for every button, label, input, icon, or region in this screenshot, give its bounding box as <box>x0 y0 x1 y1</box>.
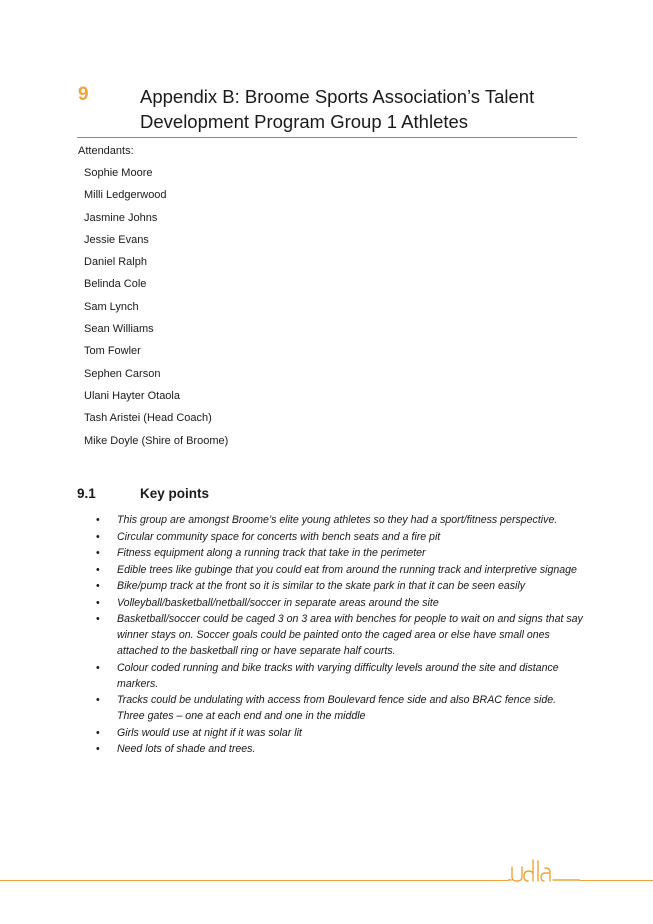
bullet-icon: • <box>96 563 100 576</box>
bullet-icon: • <box>96 530 100 543</box>
attendant-name: Sam Lynch <box>84 300 139 313</box>
bullet-icon: • <box>96 661 100 674</box>
key-point-text: Edible trees like gubinge that you could eat from around the running track and interpretive signage <box>117 563 577 576</box>
attendant-name: Sephen Carson <box>84 367 161 380</box>
attendant-name: Mike Doyle (Shire of Broome) <box>84 434 229 447</box>
key-point-item <box>95 725 585 741</box>
key-point-item <box>95 611 585 659</box>
key-point-item <box>95 692 585 724</box>
section-title: Appendix B: Broome Sports Association’s Talent Development Program Group 1 Athletes <box>140 86 535 132</box>
attendant-name: Daniel Ralph <box>84 256 147 269</box>
subsection-title: Key points <box>140 486 210 501</box>
bullet-icon: • <box>96 694 100 706</box>
key-point-item <box>95 512 585 528</box>
attendant-name: Tash Aristei (Head Coach) <box>84 412 212 425</box>
key-point-item <box>95 578 585 594</box>
subsection-number: 9.1 <box>77 486 96 501</box>
key-point-text: Bike/pump track at the front so it is similar to the skate park in that it can be seen easily <box>117 580 526 592</box>
bullet-icon: • <box>96 596 100 609</box>
bullet-icon: • <box>96 547 100 559</box>
key-point-text: Tracks could be undulating with access from Boulevard fence side and also BRAC fence side. Three gates – one at each end and one in the middle <box>117 694 557 722</box>
key-point-item <box>95 741 585 757</box>
attendant-name: Sophie Moore <box>84 167 153 179</box>
key-point-text: Basketball/soccer could be caged 3 on 3 area with benches for people to wait on and signs that say winner stays on. Soccer goals could be painted onto the caged area or else have small ones attached to the basketball ring or have separate half courts. <box>117 613 583 657</box>
attendant-name: Sean Williams <box>84 323 154 336</box>
key-point-text: Need lots of shade and trees. <box>117 743 256 755</box>
bullet-icon: • <box>96 726 100 739</box>
key-point-item <box>95 529 585 545</box>
key-point-item <box>95 545 585 561</box>
heading-divider <box>77 137 577 138</box>
key-point-item <box>95 562 585 578</box>
attendants-list <box>84 166 228 456</box>
udla-logo-icon <box>508 858 580 884</box>
key-point-item <box>95 595 585 611</box>
bullet-icon: • <box>96 580 100 592</box>
key-point-item <box>95 660 585 692</box>
attendants-label: Attendants: <box>78 145 134 157</box>
key-point-text: This group are amongst Broome’s elite young athletes so they had a sport/fitness perspective. <box>117 514 558 526</box>
key-point-text: Colour coded running and bike tracks with varying difficulty levels around the site and distance markers. <box>117 661 559 690</box>
bullet-icon: • <box>96 743 100 755</box>
bullet-icon: • <box>96 613 100 625</box>
bullet-icon: • <box>96 514 100 526</box>
attendant-name: Belinda Cole <box>84 278 147 291</box>
attendant-name: Tom Fowler <box>84 345 141 358</box>
attendant-name: Jessie Evans <box>84 233 149 246</box>
section-number: 9 <box>78 84 89 105</box>
key-point-text: Volleyball/basketball/netball/soccer in separate areas around the site <box>117 596 439 609</box>
attendant-name: Milli Ledgerwood <box>84 189 167 202</box>
key-point-text: Circular community space for concerts with bench seats and a fire pit <box>117 530 441 543</box>
attendant-name: Ulani Hayter Otaola <box>84 389 180 402</box>
key-point-text: Girls would use at night if it was solar lit <box>117 726 302 739</box>
key-points-list <box>95 512 585 758</box>
key-point-text: Fitness equipment along a running track that take in the perimeter <box>117 547 426 559</box>
attendant-name: Jasmine Johns <box>84 211 158 224</box>
